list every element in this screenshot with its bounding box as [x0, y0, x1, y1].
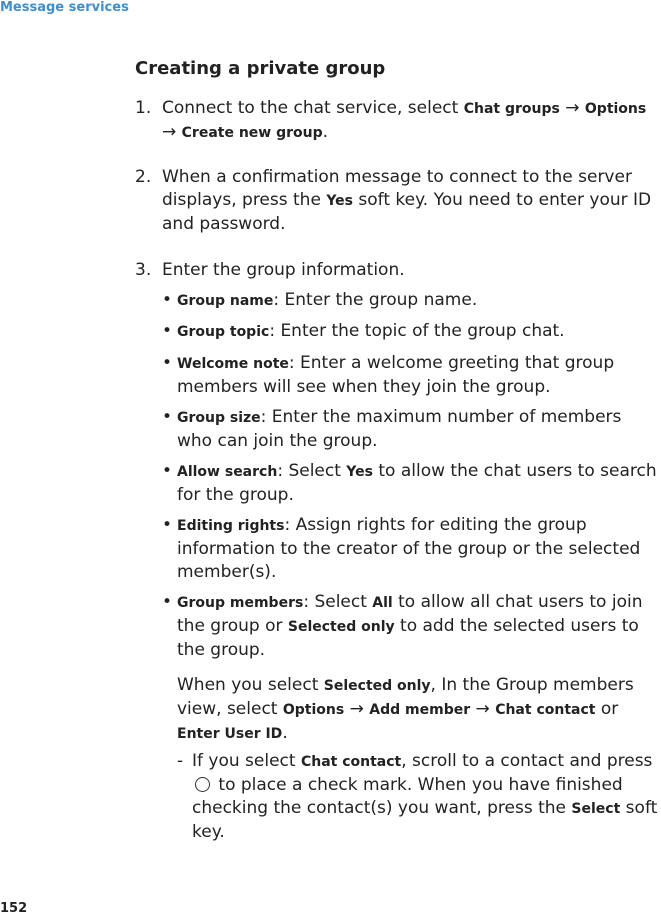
bullet-group-topic: [162, 320, 661, 344]
step-1: [135, 97, 655, 145]
bullet-group-size: [162, 406, 661, 453]
page-number: 152: [0, 901, 28, 916]
bullet-welcome-note: [162, 352, 661, 399]
option-key: Group topic: [177, 324, 270, 340]
menu-key: Options: [584, 101, 647, 117]
step-text: [162, 166, 655, 236]
text: When you select: [177, 675, 324, 695]
bullet-dot: •: [162, 353, 173, 373]
arrow: →: [470, 699, 496, 719]
option-key: Group name: [177, 293, 274, 309]
text: , scroll to a contact and press: [401, 751, 653, 771]
text: soft key. You need to enter your ID and password.: [162, 190, 652, 234]
text: : Enter the maximum number of members who can join the group.: [177, 407, 622, 451]
option-key: Enter User ID: [177, 726, 283, 742]
circle-key-icon: [195, 777, 210, 792]
text: to place a check mark. When you have finished checking the contact(s) you want, press the: [192, 775, 623, 818]
arrow: →: [559, 98, 585, 118]
arrow: →: [344, 699, 370, 719]
text: If you select: [192, 751, 301, 771]
bullet-dot: •: [162, 592, 173, 612]
option-key: Chat contact: [495, 702, 596, 718]
dash: -: [177, 751, 184, 771]
option-key: Chat contact: [300, 754, 402, 770]
bullet-text: [177, 514, 661, 584]
text: : Enter the topic of the group chat.: [269, 321, 565, 341]
option-key: Editing rights: [177, 518, 285, 534]
bullet-text: [177, 406, 661, 453]
subitem-text: [192, 750, 661, 844]
step-number: 1.: [135, 98, 152, 118]
bullet-dot: •: [162, 290, 173, 310]
option-key: Allow search: [177, 464, 278, 480]
option-key: All: [372, 595, 393, 611]
option-key: Selected only: [287, 619, 395, 635]
text: , In the Group members view, select: [177, 675, 634, 719]
text: or: [595, 699, 619, 719]
step-number: 2.: [135, 167, 152, 187]
option-key: Select: [571, 801, 621, 817]
text: : Assign rights for editing the group information to the creator of the group or the selected member(s).: [177, 515, 641, 582]
step-text: Enter the group information.: [162, 260, 405, 280]
step-2: [135, 166, 655, 236]
step-text: [162, 97, 655, 145]
bullet-group-members: [162, 591, 661, 662]
text: : Select: [277, 461, 347, 481]
option-key: Options: [282, 702, 345, 718]
bullet-text: [177, 460, 661, 507]
text: Connect to the chat service, select: [162, 98, 464, 118]
option-key: Add member: [369, 702, 471, 718]
bullet-text: [177, 289, 661, 313]
bullet-text: [177, 591, 661, 662]
arrow: →: [162, 122, 182, 142]
option-key: Selected only: [323, 678, 431, 694]
chat-contact-subitem: [177, 750, 661, 844]
text: .: [322, 122, 329, 142]
bullet-editing-rights: [162, 514, 661, 584]
section-header: Message services: [0, 0, 129, 15]
menu-key: Chat groups: [463, 101, 560, 117]
step-number: 3.: [135, 260, 152, 280]
selected-only-note: [177, 674, 647, 746]
option-key: Group size: [177, 410, 261, 426]
text: soft key.: [192, 798, 658, 842]
menu-key: Create new group: [181, 125, 323, 141]
text: .: [282, 723, 288, 743]
option-key: Group members: [177, 595, 304, 611]
bullet-dot: •: [162, 321, 173, 341]
bullet-dot: •: [162, 461, 173, 481]
page-title: Creating a private group: [135, 58, 386, 79]
option-key: Welcome note: [177, 356, 289, 372]
text: to add the selected users to the group.: [177, 616, 639, 660]
menu-key: Yes: [326, 193, 354, 209]
bullet-text: [177, 352, 661, 399]
text: to allow all chat users to join the group or: [177, 592, 643, 636]
bullet-allow-search: [162, 460, 661, 507]
text: : Select: [303, 592, 373, 612]
text: : Enter a welcome greeting that group members will see when they join the group.: [177, 353, 615, 397]
text: : Enter the group name.: [273, 290, 478, 310]
step-3: [135, 259, 655, 282]
text: When a confirmation message to connect to the server displays, press the: [162, 167, 632, 210]
bullet-dot: •: [162, 515, 173, 535]
bullet-group-name: [162, 289, 661, 313]
bullet-text: [177, 320, 661, 344]
bullet-dot: •: [162, 407, 173, 427]
text: to allow the chat users to search for the group.: [177, 461, 657, 505]
option-key: Yes: [346, 464, 373, 480]
